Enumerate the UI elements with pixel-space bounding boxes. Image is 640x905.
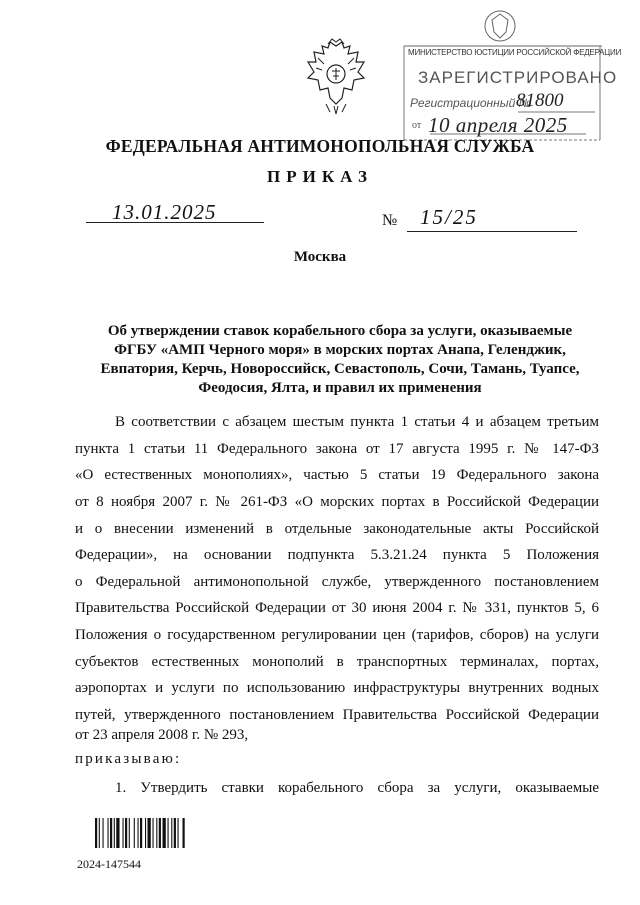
barcode-bar bbox=[108, 818, 109, 848]
barcode-bar bbox=[174, 818, 176, 848]
stamp-status: ЗАРЕГИСТРИРОВАНО bbox=[418, 68, 618, 87]
body-line: от 8 ноября 2007 г. № 261-ФЗ «О морских портах в Российской Федерации bbox=[75, 494, 599, 510]
order-word: приказываю: bbox=[75, 751, 182, 767]
registration-stamp bbox=[400, 6, 622, 144]
barcode-bar bbox=[129, 818, 130, 848]
barcode-bar bbox=[156, 818, 157, 848]
barcode-bar bbox=[99, 818, 100, 848]
document-type-title: ПРИКАЗ bbox=[267, 167, 373, 186]
barcode-bar bbox=[110, 818, 112, 848]
order-number: 15/25 bbox=[420, 205, 478, 229]
stamp-date-prefix: от bbox=[412, 120, 422, 131]
body-line: Положения о государственном регулировании цен (тарифов, сборов) на услуги bbox=[75, 627, 599, 643]
barcode-bar bbox=[145, 818, 146, 848]
body-line: Правительства Российской Федерации от 30 июня 2004 г. № 331, пунктов 5, 6 bbox=[75, 600, 599, 616]
barcode-bar bbox=[171, 818, 172, 848]
barcode-bar bbox=[148, 818, 151, 848]
barcode-bar bbox=[159, 818, 161, 848]
barcode-bar bbox=[163, 818, 166, 848]
order-date: 13.01.2025 bbox=[112, 200, 217, 224]
barcode-bar bbox=[140, 818, 142, 848]
barcode bbox=[95, 818, 220, 848]
barcode-bar bbox=[103, 818, 104, 848]
body-line: и о внесении изменений в отдельные законодательные акты Российской bbox=[75, 521, 599, 537]
body-line: Федерации», на основании подпункта 5.3.21.24 пункта 5 Положения bbox=[75, 547, 599, 563]
stamp-ministry-name: МИНИСТЕРСТВО ЮСТИЦИИ РОССИЙСКОЙ ФЕДЕРАЦИИ bbox=[408, 48, 622, 57]
body-line: субъектов естественных монополий в транспортных терминалах, портах, bbox=[75, 654, 599, 670]
barcode-bar bbox=[138, 818, 139, 848]
stamp-registration-label: Регистрационный № bbox=[410, 96, 532, 110]
barcode-bar bbox=[114, 818, 115, 848]
stamp-registration-date: 10 апреля 2025 bbox=[428, 113, 568, 137]
barcode-bar bbox=[183, 818, 185, 848]
agency-name: ФЕДЕРАЛЬНАЯ АНТИМОНОПОЛЬНАЯ СЛУЖБА bbox=[105, 136, 535, 156]
stamp-registration-number: 81800 bbox=[516, 90, 564, 111]
body-line: В соответствии с абзацем шестым пункта 1 статьи 4 и абзацем третьим bbox=[115, 414, 599, 430]
order-number-sign: № bbox=[382, 212, 398, 229]
city-name: Москва bbox=[293, 249, 347, 265]
body-line: «О естественных монополиях», частью 5 статьи 19 Федерального закона bbox=[75, 467, 599, 483]
body-line: пункта 1 статьи 11 Федерального закона от 17 августа 1995 г. № 147-ФЗ bbox=[75, 441, 599, 457]
barcode-bar bbox=[168, 818, 169, 848]
body-line: от 23 апреля 2008 г. № 293, bbox=[75, 727, 249, 743]
barcode-bar bbox=[153, 818, 154, 848]
document-registry-number: 2024-147544 bbox=[77, 857, 141, 871]
body-line: путей, утвержденного постановлением Правительства Российской Федерации bbox=[75, 707, 599, 723]
barcode-bar bbox=[178, 818, 179, 848]
body-line: аэропортах и услуги по использованию инфраструктуры внутренних водных bbox=[75, 680, 599, 696]
barcode-bar bbox=[95, 818, 97, 848]
order-item-1: 1. Утвердить ставки корабельного сбора за услуги, оказываемые bbox=[115, 780, 599, 796]
barcode-bar bbox=[134, 818, 135, 848]
order-number-underline bbox=[407, 231, 577, 232]
barcode-bar bbox=[125, 818, 127, 848]
body-line: о Федеральной антимонопольной службе, утвержденного постановлением bbox=[75, 574, 599, 590]
order-subject: Об утверждении ставок корабельного сбора за услуги, оказываемые ФГБУ «АМП Черного моря» в морских портах Анапа, Геленджик, Евпатория, Керчь, Новороссийск, Севастополь, Сочи, Тамань, Туапсе, Феодосия, Ялта, и правил их применения bbox=[100, 323, 580, 396]
barcode-bar bbox=[123, 818, 124, 848]
coat-of-arms-emblem bbox=[300, 38, 372, 118]
barcode-bar bbox=[116, 818, 119, 848]
